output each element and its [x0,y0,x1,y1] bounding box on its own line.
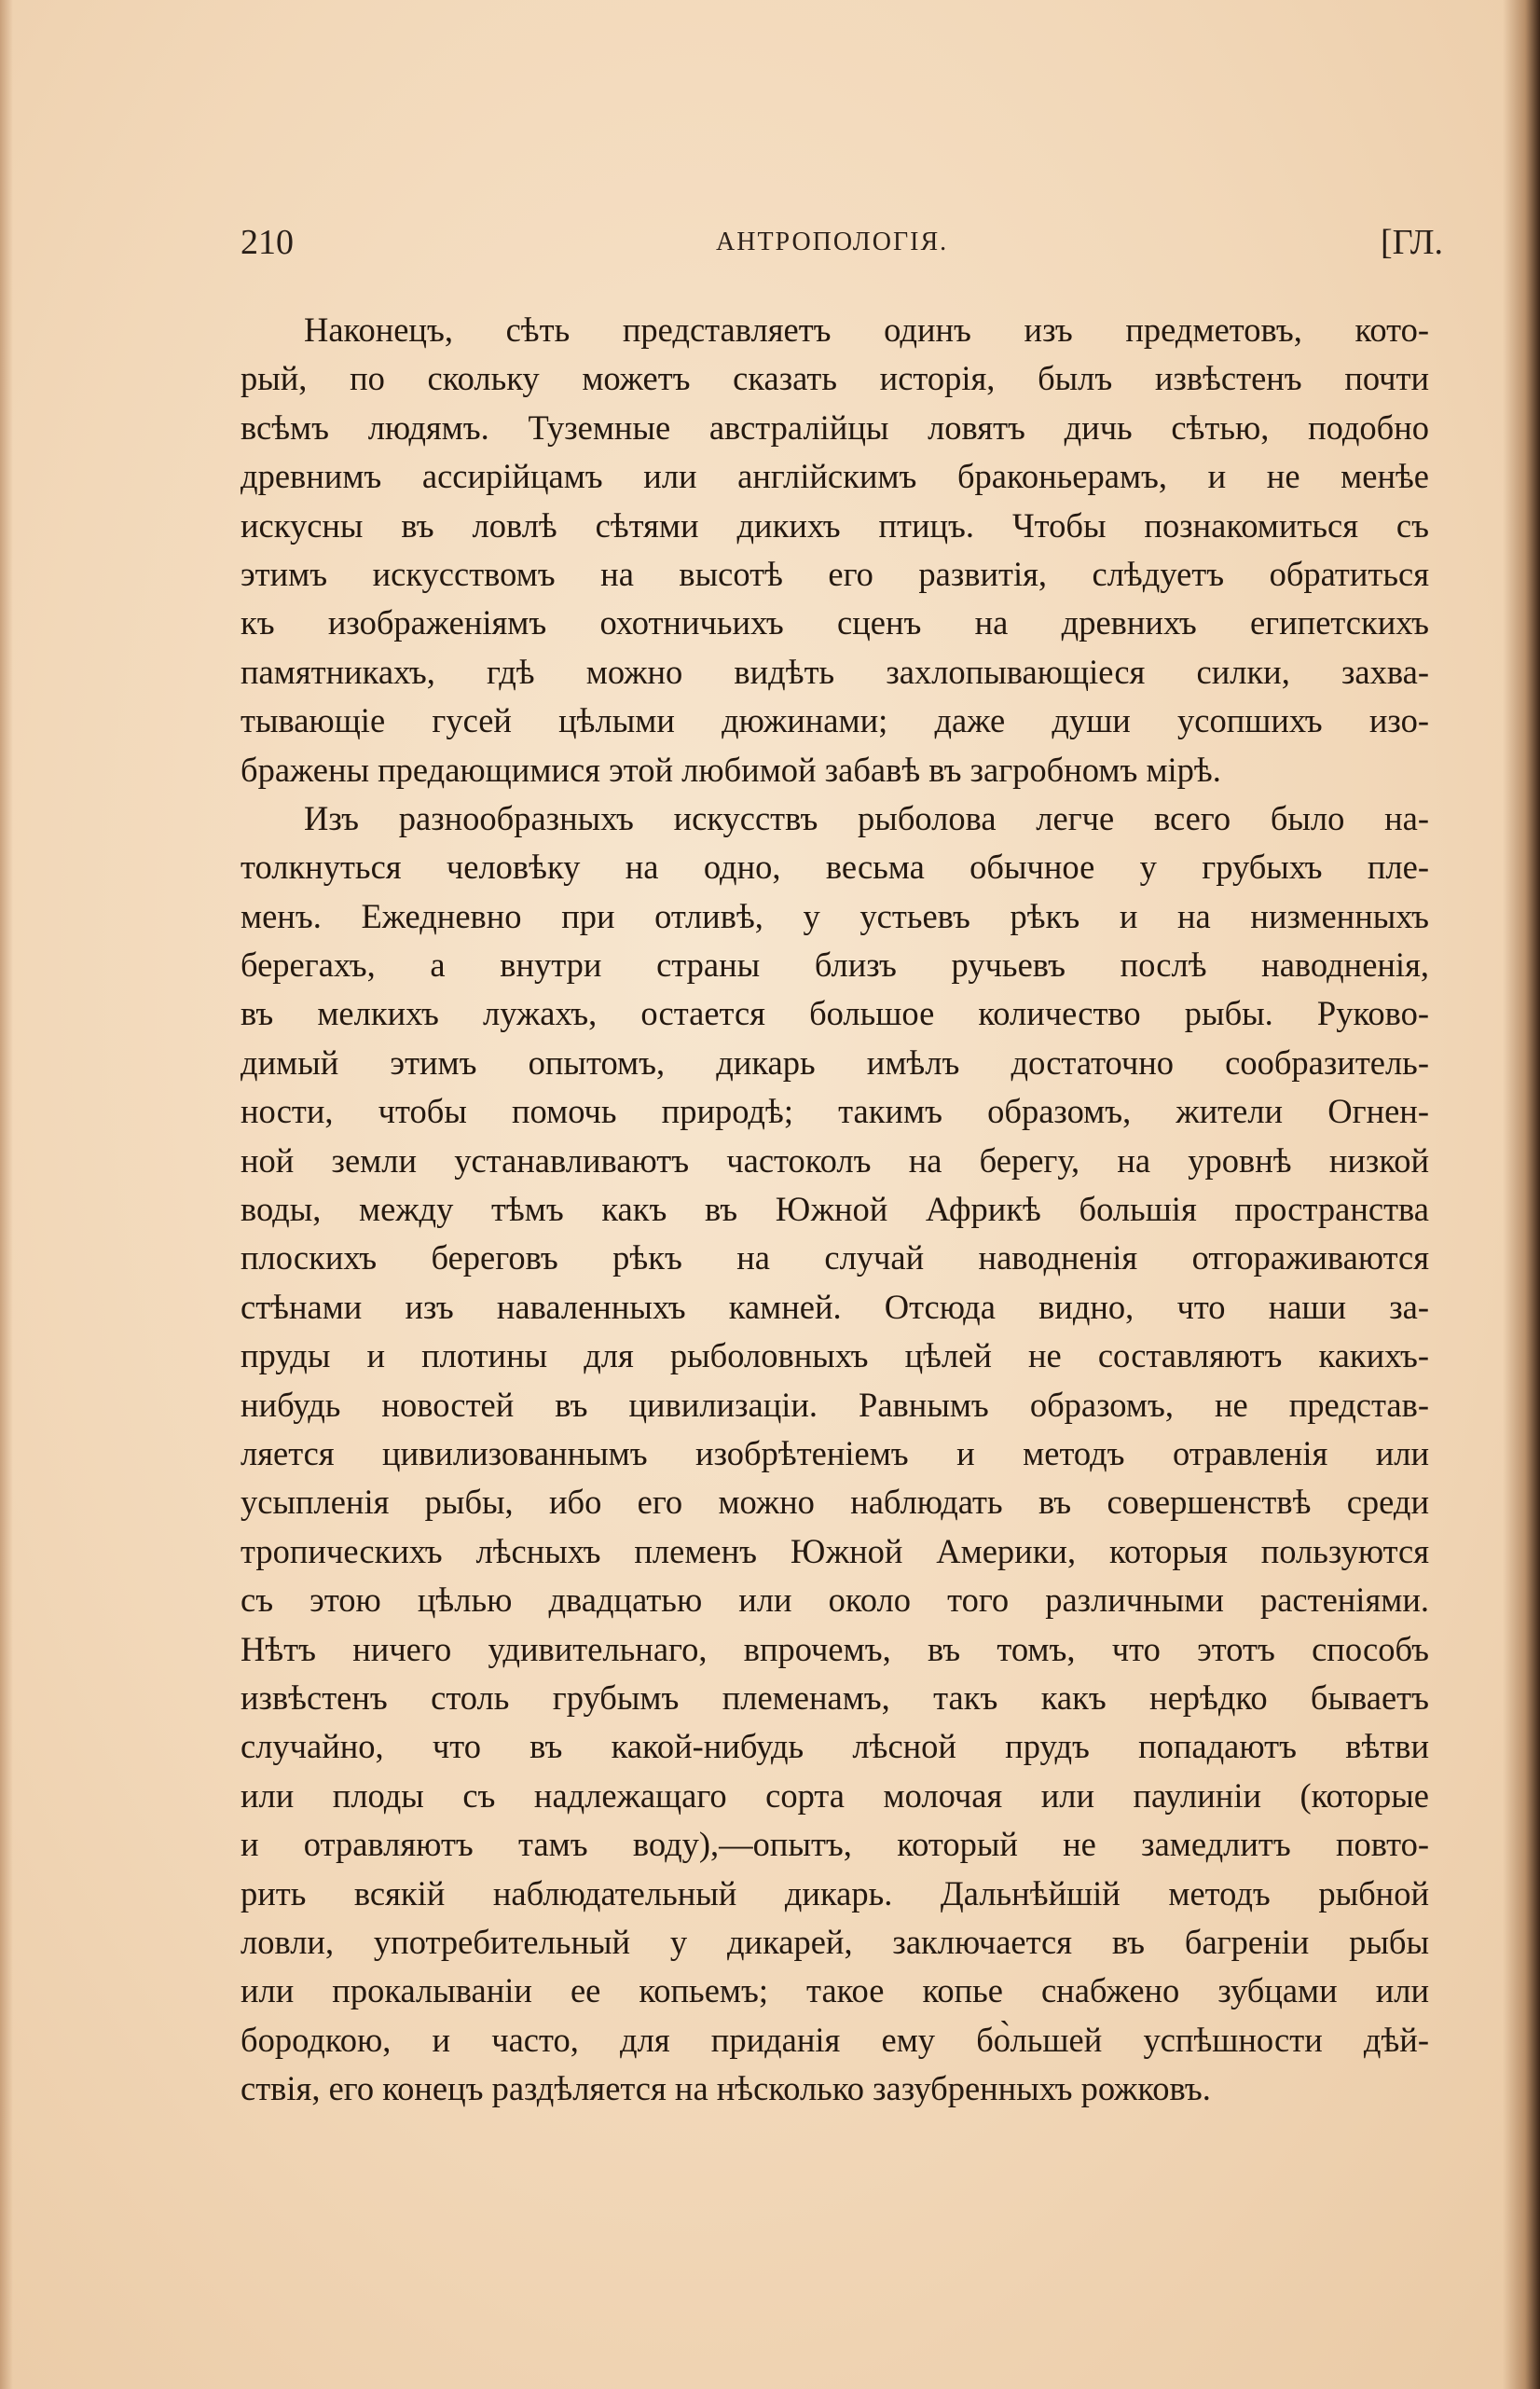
text-line: ствія, его конецъ раздѣляется на нѣсколько зазубренныхъ рожковъ. [241,2069,1211,2108]
text-line: извѣстенъ столь грубымъ племенамъ, такъ какъ нерѣдко бываетъ [241,1678,1429,1717]
text-line: усыпленія рыбы, ибо его можно наблюдать въ совершенствѣ среди [241,1483,1429,1522]
text-line: этимъ искусствомъ на высотѣ его развитія, слѣдуетъ обратиться [241,554,1429,593]
paragraph-1 [241,306,1429,794]
text-line: бородкою, и часто, для приданія ему бо̀льшей успѣшности дѣй- [241,2020,1429,2059]
running-title: АНТРОПОЛОГІЯ. [716,228,949,256]
text-line: воды, между тѣмъ какъ въ Южной Африкѣ большія пространства [241,1190,1429,1229]
text-line: рить всякій наблюдательный дикарь. Дальнѣйшій методъ рыбной [241,1873,1429,1913]
text-line: Наконецъ, сѣть представляетъ одинъ изъ предметовъ, кото- [304,311,1429,349]
text-line: ной земли устанавливаютъ частоколъ на берегу, на уровнѣ низкой [241,1140,1429,1180]
text-line: менъ. Ежедневно при отливѣ, у устьевъ рѣкъ и на низменныхъ [241,896,1429,935]
text-line: Изъ разнообразныхъ искусствъ рыболова легче всего было на- [304,798,1429,837]
text-line: къ изображеніямъ охотничьихъ сценъ на древнихъ египетскихъ [241,603,1429,642]
text-line: или плоды съ надлежащаго сорта молочая или паулиніи (которые [241,1775,1429,1815]
text-line: и отравляютъ тамъ воду),—опытъ, который не замедлитъ повто- [241,1825,1429,1864]
text-line: памятникахъ, гдѣ можно видѣть захлопывающіеся силки, захва- [241,652,1429,691]
text-line: случайно, что въ какой-нибудь лѣсной прудъ попадаютъ вѣтви [241,1727,1429,1766]
chapter-mark: [ГЛ. [1380,223,1443,262]
text-line: искусны въ ловлѣ сѣтями дикихъ птицъ. Чтобы познакомиться съ [241,505,1429,545]
binding-shadow [1503,0,1540,2389]
text-line: бражены предающимися этой любимой забавѣ въ загробномъ мірѣ. [241,750,1221,789]
page-left-edge [0,0,13,2389]
text-line: ловли, употребительный у дикарей, заключается въ багреніи рыбы [241,1922,1429,1961]
text-line: димый этимъ опытомъ, дикарь имѣлъ достаточно сообразитель- [241,1043,1429,1082]
text-line: или прокалываніи ее копьемъ; такое копье снабжено зубцами или [241,1971,1429,2010]
body-text [241,306,1429,2113]
text-line: стѣнами изъ наваленныхъ камней. Отсюда видно, что наши за- [241,1287,1429,1326]
text-line: древнимъ ассирійцамъ или англійскимъ браконьерамъ, и не менѣе [241,457,1429,496]
page-number: 210 [241,223,294,262]
text-line: тывающіе гусей цѣлыми дюжинами; даже души усопшихъ изо- [241,701,1429,740]
running-header [241,222,1443,269]
text-line: толкнуться человѣку на одно, весьма обычное у грубыхъ пле- [241,848,1429,887]
text-line: пруды и плотины для рыболовныхъ цѣлей не составляютъ какихъ- [241,1336,1429,1375]
text-line: въ мелкихъ лужахъ, остается большое количество рыбы. Руково- [241,994,1429,1033]
text-line: ляется цивилизованнымъ изобрѣтеніемъ и методъ отравленія или [241,1433,1429,1472]
text-line: ности, чтобы помочь природѣ; такимъ образомъ, жители Огнен- [241,1092,1429,1131]
text-line: Нѣтъ ничего удивительнаго, впрочемъ, въ томъ, что этотъ способъ [241,1629,1429,1668]
text-line: нибудь новостей въ цивилизаціи. Равнымъ образомъ, не представ- [241,1385,1429,1424]
text-line: съ этою цѣлью двадцатью или около того различными растеніями. [241,1581,1429,1620]
paragraph-2 [241,794,1429,2114]
text-line: тропическихъ лѣсныхъ племенъ Южной Америки, которыя пользуются [241,1531,1429,1570]
text-line: плоскихъ береговъ рѣкъ на случай наводненія отгораживаются [241,1238,1429,1277]
text-line: рый, по скольку можетъ сказать исторія, былъ извѣстенъ почти [241,359,1429,398]
text-line: берегахъ, а внутри страны близъ ручьевъ послѣ наводненія, [241,946,1429,985]
text-line: всѣмъ людямъ. Туземные австралійцы ловятъ дичь сѣтью, подобно [241,407,1429,447]
